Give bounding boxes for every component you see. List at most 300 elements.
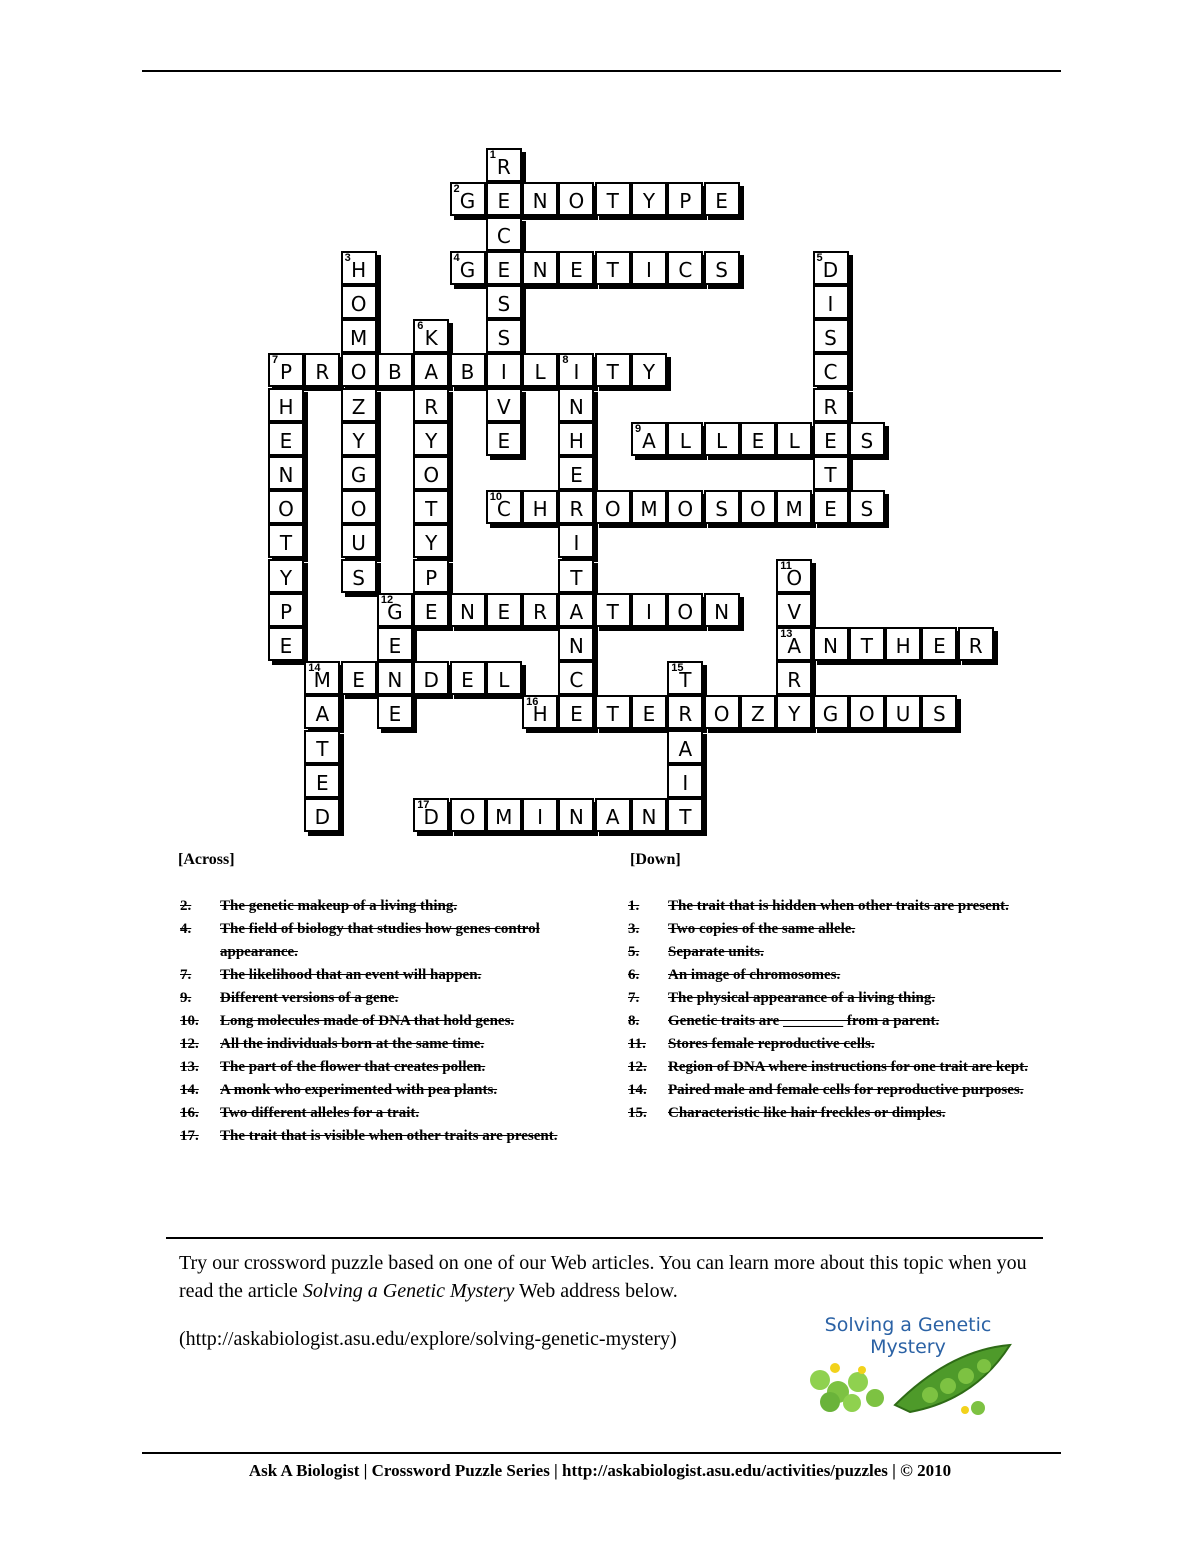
cell-letter: I xyxy=(500,360,507,385)
crossword-cell[interactable] xyxy=(776,422,812,456)
crossword-cell[interactable] xyxy=(558,422,594,456)
crossword-cell[interactable] xyxy=(341,490,377,524)
crossword-cell[interactable] xyxy=(413,388,449,422)
crossword-cell[interactable] xyxy=(341,251,377,285)
down-clue xyxy=(624,987,1044,1010)
crossword-cell[interactable] xyxy=(486,388,522,422)
crossword-cell[interactable] xyxy=(304,730,340,764)
crossword-cell[interactable] xyxy=(486,353,522,387)
cell-letter: D xyxy=(423,805,439,829)
crossword-cell[interactable] xyxy=(522,695,558,729)
cell-letter: T xyxy=(425,497,438,522)
crossword-cell[interactable] xyxy=(704,251,740,285)
cell-letter: E xyxy=(388,634,402,658)
cell-letter: Y xyxy=(788,702,801,727)
crossword-cell[interactable] xyxy=(558,490,594,524)
cell-letter: O xyxy=(459,805,476,829)
crossword-cell[interactable] xyxy=(377,661,413,695)
crossword-cell[interactable] xyxy=(921,695,957,729)
crossword-cell[interactable] xyxy=(268,627,304,661)
clue-num: 14. xyxy=(628,1082,647,1098)
crossword-cell[interactable] xyxy=(813,627,849,661)
crossword-cell[interactable] xyxy=(958,627,994,661)
crossword-cell[interactable] xyxy=(486,148,522,182)
crossword-cell[interactable] xyxy=(558,695,594,729)
cell-letter: E xyxy=(824,428,837,453)
crossword-cell[interactable] xyxy=(667,251,703,285)
cell-letter: A xyxy=(424,360,439,385)
crossword-cell[interactable] xyxy=(341,285,377,319)
clue-num: 5. xyxy=(628,944,640,960)
cell-letter: P xyxy=(425,565,438,590)
crossword-cell[interactable] xyxy=(450,251,486,285)
crossword-cell[interactable] xyxy=(704,422,740,456)
cell-letter: H xyxy=(351,257,367,282)
cell-letter: S xyxy=(824,326,837,351)
cell-letter: R xyxy=(569,497,584,522)
pea-pod-icon xyxy=(800,1310,1015,1420)
across-clue xyxy=(176,1033,596,1056)
cell-letter: P xyxy=(679,189,692,214)
cell-letter: N xyxy=(714,599,730,624)
crossword-cell[interactable] xyxy=(413,798,449,832)
crossword-cell[interactable] xyxy=(486,798,522,832)
crossword-cell[interactable] xyxy=(667,182,703,216)
crossword-cell[interactable] xyxy=(558,627,594,661)
crossword-cell[interactable] xyxy=(776,661,812,695)
clue-text: All the individuals born at the same time. xyxy=(220,1036,485,1052)
crossword-cell[interactable] xyxy=(558,661,594,695)
clue-text: The trait that is hidden when other traits are present. xyxy=(668,898,1009,914)
cell-letter: N xyxy=(387,668,403,693)
crossword-cell[interactable] xyxy=(522,798,558,832)
crossword-cell[interactable] xyxy=(667,764,703,798)
down-clue xyxy=(624,895,1044,918)
cell-letter: R xyxy=(533,599,548,624)
clue-number: 10 xyxy=(489,491,503,504)
cell-letter: E xyxy=(497,599,511,624)
cell-letter: U xyxy=(351,531,366,556)
clue-text: Paired male and female cells for reproductive purposes. xyxy=(668,1082,1024,1098)
crossword-cell[interactable] xyxy=(813,490,849,524)
crossword-cell[interactable] xyxy=(740,422,776,456)
cell-letter: D xyxy=(314,805,330,829)
crossword-cell[interactable] xyxy=(595,251,631,285)
crossword-cell[interactable] xyxy=(450,353,486,387)
cell-letter: G xyxy=(350,463,367,487)
cell-letter: I xyxy=(573,360,580,385)
cell-letter: A xyxy=(569,599,584,624)
crossword-cell[interactable] xyxy=(558,251,594,285)
cell-letter: C xyxy=(678,257,693,282)
cell-letter: N xyxy=(568,634,584,658)
cell-letter: E xyxy=(388,702,402,727)
across-clue-list xyxy=(176,895,596,1148)
crossword-cell[interactable] xyxy=(522,251,558,285)
crossword-cell[interactable] xyxy=(776,627,812,661)
clue-number: 17 xyxy=(417,799,430,811)
section-rule xyxy=(166,1237,1043,1239)
cell-letter: T xyxy=(279,531,293,556)
clue-text: The likelihood that an event will happen. xyxy=(220,967,482,983)
cell-letter: E xyxy=(497,189,511,214)
cell-letter: E xyxy=(279,428,293,453)
cell-letter: O xyxy=(350,292,367,316)
crossword-cell[interactable] xyxy=(558,353,594,387)
cell-letter: E xyxy=(570,702,583,727)
clue-number: 9 xyxy=(635,422,642,435)
crossword-cell[interactable] xyxy=(341,388,377,422)
cell-letter: E xyxy=(570,463,583,487)
cell-letter: R xyxy=(678,702,693,727)
crossword-cell[interactable] xyxy=(885,695,921,729)
cell-letter: T xyxy=(824,463,837,487)
crossword-cell[interactable] xyxy=(304,764,340,798)
crossword-cell[interactable] xyxy=(849,422,885,456)
crossword-cell[interactable] xyxy=(631,422,667,456)
cell-letter: B xyxy=(388,360,402,385)
crossword-cell[interactable] xyxy=(813,319,849,353)
crossword-cell[interactable] xyxy=(631,353,667,387)
crossword-cell[interactable] xyxy=(595,182,631,216)
clue-text: Two different alleles for a trait. xyxy=(220,1105,420,1121)
crossword-cell[interactable] xyxy=(813,422,849,456)
crossword-cell[interactable] xyxy=(813,456,849,490)
crossword-cell[interactable] xyxy=(667,730,703,764)
crossword-cell[interactable] xyxy=(413,661,449,695)
crossword-cell[interactable] xyxy=(486,217,522,251)
across-heading: [Across] xyxy=(178,851,235,868)
cell-letter: I xyxy=(827,292,834,316)
crossword-cell[interactable] xyxy=(631,695,667,729)
cell-letter: M xyxy=(640,497,658,522)
cell-letter: A xyxy=(787,634,802,658)
crossword-cell[interactable] xyxy=(341,456,377,490)
cell-letter: O xyxy=(278,497,294,522)
across-clue xyxy=(176,1102,596,1125)
cell-letter: E xyxy=(933,634,946,658)
crossword-cell[interactable] xyxy=(885,627,921,661)
article-title: Solving a Genetic Mystery xyxy=(302,1280,515,1302)
crossword-cell[interactable] xyxy=(413,524,449,558)
crossword-cell[interactable] xyxy=(595,353,631,387)
crossword-cell[interactable] xyxy=(486,182,522,216)
clue-num: 9. xyxy=(180,990,192,1006)
cell-letter: Y xyxy=(425,531,438,556)
clue-text: The genetic makeup of a living thing. xyxy=(220,898,458,914)
cell-letter: S xyxy=(497,326,511,351)
cell-letter: S xyxy=(715,257,728,282)
crossword-cell[interactable] xyxy=(377,695,413,729)
cell-letter: N xyxy=(568,805,584,829)
crossword-cell[interactable] xyxy=(377,353,413,387)
crossword-cell[interactable] xyxy=(522,182,558,216)
crossword-cell[interactable] xyxy=(776,490,812,524)
cell-letter: R xyxy=(315,360,330,385)
crossword-cell[interactable] xyxy=(740,695,776,729)
clue-num: 3. xyxy=(628,921,640,937)
crossword-cell[interactable] xyxy=(667,661,703,695)
crossword-cell[interactable] xyxy=(667,422,703,456)
crossword-cell[interactable] xyxy=(268,559,304,593)
cell-letter: C xyxy=(823,360,838,385)
crossword-cell[interactable] xyxy=(486,490,522,524)
footer-text: Ask A Biologist | Crossword Puzzle Series | http://askabiologist.asu.edu/activities/puzzles | © 2010 xyxy=(248,1461,952,1480)
clue-number: 5 xyxy=(816,251,823,264)
cell-letter: E xyxy=(279,634,293,658)
crossword-cell[interactable] xyxy=(558,388,594,422)
crossword-cell[interactable] xyxy=(776,593,812,627)
cell-letter: L xyxy=(788,428,800,453)
cell-letter: A xyxy=(678,736,693,761)
cell-letter: Z xyxy=(751,702,765,727)
crossword-cell[interactable] xyxy=(341,661,377,695)
crossword-cell[interactable] xyxy=(849,627,885,661)
crossword-cell[interactable] xyxy=(486,661,522,695)
crossword-cell[interactable] xyxy=(704,490,740,524)
clue-num: 17. xyxy=(180,1128,199,1144)
crossword-cell[interactable] xyxy=(921,627,957,661)
crossword-cell[interactable] xyxy=(558,559,594,593)
clue-num: 7. xyxy=(180,967,192,983)
cell-letter: D xyxy=(822,257,839,282)
clue-text: Genetic traits are ________ from a parent. xyxy=(668,1013,940,1029)
crossword-cell[interactable] xyxy=(450,182,486,216)
clue-text: Region of DNA where instructions for one trait are kept. xyxy=(668,1059,1028,1075)
clue-text: The physical appearance of a living thing. xyxy=(668,990,936,1006)
clue-number: 1 xyxy=(489,149,496,162)
crossword-cell[interactable] xyxy=(268,593,304,627)
crossword-cell[interactable] xyxy=(595,798,631,832)
cell-letter: Y xyxy=(425,428,438,453)
cell-letter: S xyxy=(860,497,874,522)
clue-num: 2. xyxy=(180,898,192,914)
cell-letter: G xyxy=(822,702,839,727)
crossword-cell[interactable] xyxy=(558,524,594,558)
clue-text: An image of chromosomes. xyxy=(668,967,841,983)
crossword-cell[interactable] xyxy=(849,490,885,524)
cell-letter: S xyxy=(860,428,874,453)
intro-after: Web address below. xyxy=(514,1280,678,1302)
promo-title-line1: Solving a Genetic xyxy=(824,1314,992,1336)
crossword-cell[interactable] xyxy=(377,627,413,661)
crossword-cell[interactable] xyxy=(522,490,558,524)
crossword-cell[interactable] xyxy=(304,661,340,695)
crossword-cell[interactable] xyxy=(813,251,849,285)
down-clue xyxy=(624,1033,1044,1056)
cell-letter: U xyxy=(895,702,911,727)
crossword-cell[interactable] xyxy=(268,524,304,558)
crossword-cell[interactable] xyxy=(413,422,449,456)
crossword-cell[interactable] xyxy=(268,353,304,387)
crossword-cell[interactable] xyxy=(813,353,849,387)
crossword-cell[interactable] xyxy=(813,388,849,422)
crossword-cell[interactable] xyxy=(631,251,667,285)
cell-letter: D xyxy=(423,668,439,693)
cell-letter: V xyxy=(496,394,511,419)
clue-num: 13. xyxy=(180,1059,199,1075)
crossword-cell[interactable] xyxy=(667,593,703,627)
clue-number: 12 xyxy=(380,593,394,606)
clue-num: 1. xyxy=(628,898,640,914)
crossword-cell[interactable] xyxy=(558,456,594,490)
cell-letter: T xyxy=(606,702,619,727)
cell-letter: E xyxy=(497,428,511,453)
cell-letter: K xyxy=(424,326,438,351)
cell-letter: H xyxy=(278,394,294,419)
cell-letter: R xyxy=(968,634,983,658)
crossword-cell[interactable] xyxy=(849,695,885,729)
clue-number: 4 xyxy=(453,251,460,264)
clue-num: 7. xyxy=(628,990,640,1006)
intro-text xyxy=(179,1249,1039,1305)
cell-letter: E xyxy=(715,189,728,214)
crossword-cell[interactable] xyxy=(413,593,449,627)
crossword-cell[interactable] xyxy=(595,593,631,627)
cell-letter: H xyxy=(568,428,584,453)
crossword-cell[interactable] xyxy=(341,422,377,456)
crossword-cell[interactable] xyxy=(341,353,377,387)
crossword-cell[interactable] xyxy=(413,353,449,387)
clue-number: 7 xyxy=(272,354,279,367)
crossword-cell[interactable] xyxy=(776,559,812,593)
crossword-cell[interactable] xyxy=(377,593,413,627)
cell-letter: A xyxy=(642,428,656,453)
clue-text: Characteristic like hair freckles or dimples. xyxy=(668,1105,946,1121)
down-heading: [Down] xyxy=(630,851,681,868)
cell-letter: E xyxy=(642,702,656,727)
crossword-cell[interactable] xyxy=(450,798,486,832)
crossword-cell[interactable] xyxy=(304,695,340,729)
cell-letter: N xyxy=(278,463,294,487)
cell-letter: E xyxy=(424,599,438,624)
clue-num: 15. xyxy=(628,1105,647,1121)
crossword-cell[interactable] xyxy=(704,593,740,627)
crossword-cell[interactable] xyxy=(667,490,703,524)
cell-letter: M xyxy=(785,497,803,522)
across-clue xyxy=(176,1125,596,1148)
crossword-cell[interactable] xyxy=(595,695,631,729)
crossword-cell[interactable] xyxy=(268,490,304,524)
crossword-cell[interactable] xyxy=(631,798,667,832)
cell-letter: T xyxy=(679,668,692,693)
clue-text: The part of the flower that creates pollen. xyxy=(220,1059,486,1075)
crossword-cell[interactable] xyxy=(413,490,449,524)
crossword-cell[interactable] xyxy=(413,456,449,490)
promo-logo xyxy=(800,1310,1015,1420)
crossword-cell[interactable] xyxy=(740,490,776,524)
crossword-cell[interactable] xyxy=(486,251,522,285)
cell-letter: M xyxy=(495,805,513,829)
crossword-cell[interactable] xyxy=(486,422,522,456)
crossword-cell[interactable] xyxy=(595,490,631,524)
crossword-cell[interactable] xyxy=(522,593,558,627)
cell-letter: O xyxy=(786,565,803,590)
crossword-cell[interactable] xyxy=(558,798,594,832)
clue-number: 11 xyxy=(780,559,792,572)
crossword-cell[interactable] xyxy=(304,798,340,832)
cell-letter: N xyxy=(460,599,475,624)
clue-num: 6. xyxy=(628,967,640,983)
cell-letter: E xyxy=(751,428,765,453)
crossword-cell[interactable] xyxy=(667,695,703,729)
crossword-cell[interactable] xyxy=(341,559,377,593)
crossword-cell[interactable] xyxy=(631,182,667,216)
crossword-cell[interactable] xyxy=(631,593,667,627)
crossword-cell[interactable] xyxy=(776,695,812,729)
cell-letter: E xyxy=(315,770,329,795)
cell-letter: R xyxy=(787,668,802,693)
crossword-cell[interactable] xyxy=(667,798,703,832)
cell-letter: M xyxy=(313,668,331,693)
clue-number: 15 xyxy=(671,662,684,675)
crossword-cell[interactable] xyxy=(450,593,486,627)
crossword-cell[interactable] xyxy=(268,422,304,456)
cell-letter: T xyxy=(606,599,619,624)
cell-letter: T xyxy=(606,257,619,282)
cell-letter: S xyxy=(933,702,946,727)
cell-letter: L xyxy=(498,668,510,693)
crossword-cell[interactable] xyxy=(341,319,377,353)
cell-letter: G xyxy=(459,257,476,282)
crossword-cell[interactable] xyxy=(558,182,594,216)
crossword-cell[interactable] xyxy=(704,182,740,216)
clue-num: 12. xyxy=(628,1059,647,1075)
crossword-cell[interactable] xyxy=(704,695,740,729)
cell-letter: S xyxy=(352,565,365,590)
cell-letter: O xyxy=(750,497,766,522)
cell-letter: S xyxy=(497,292,511,316)
cell-letter: C xyxy=(569,668,584,693)
down-clue xyxy=(624,964,1044,987)
cell-letter: E xyxy=(352,668,365,693)
cell-letter: C xyxy=(496,497,511,522)
cell-letter: I xyxy=(537,805,544,829)
article-url[interactable]: (http://askabiologist.asu.edu/explore/solving-genetic-mystery) xyxy=(179,1328,677,1350)
crossword-cell[interactable] xyxy=(341,524,377,558)
crossword-cell[interactable] xyxy=(486,593,522,627)
crossword-cell[interactable] xyxy=(450,661,486,695)
cell-letter: O xyxy=(604,497,621,522)
crossword-cell[interactable] xyxy=(268,456,304,490)
cell-letter: P xyxy=(279,360,293,385)
clue-num: 11. xyxy=(628,1036,646,1052)
crossword-cell[interactable] xyxy=(486,285,522,319)
crossword-cell[interactable] xyxy=(631,490,667,524)
cell-letter: I xyxy=(646,599,652,624)
clue-text: Stores female reproductive cells. xyxy=(668,1036,875,1052)
crossword-cell[interactable] xyxy=(522,353,558,387)
crossword-cell[interactable] xyxy=(304,353,340,387)
clue-text: Long molecules made of DNA that hold genes. xyxy=(220,1013,515,1029)
crossword-cell[interactable] xyxy=(413,559,449,593)
clue-text: A monk who experimented with pea plants. xyxy=(220,1082,498,1098)
crossword-cell[interactable] xyxy=(486,319,522,353)
cell-letter: E xyxy=(497,257,511,282)
crossword-cell[interactable] xyxy=(268,388,304,422)
down-clue xyxy=(624,1079,1044,1102)
crossword-cell[interactable] xyxy=(813,285,849,319)
crossword-cell[interactable] xyxy=(813,695,849,729)
crossword-cell[interactable] xyxy=(413,319,449,353)
down-clue xyxy=(624,918,1044,941)
across-clue xyxy=(176,987,596,1010)
crossword-cell[interactable] xyxy=(558,593,594,627)
across-clue xyxy=(176,964,596,987)
cell-letter: Y xyxy=(279,565,293,590)
cell-letter: T xyxy=(570,565,583,590)
down-clue xyxy=(624,1056,1044,1079)
